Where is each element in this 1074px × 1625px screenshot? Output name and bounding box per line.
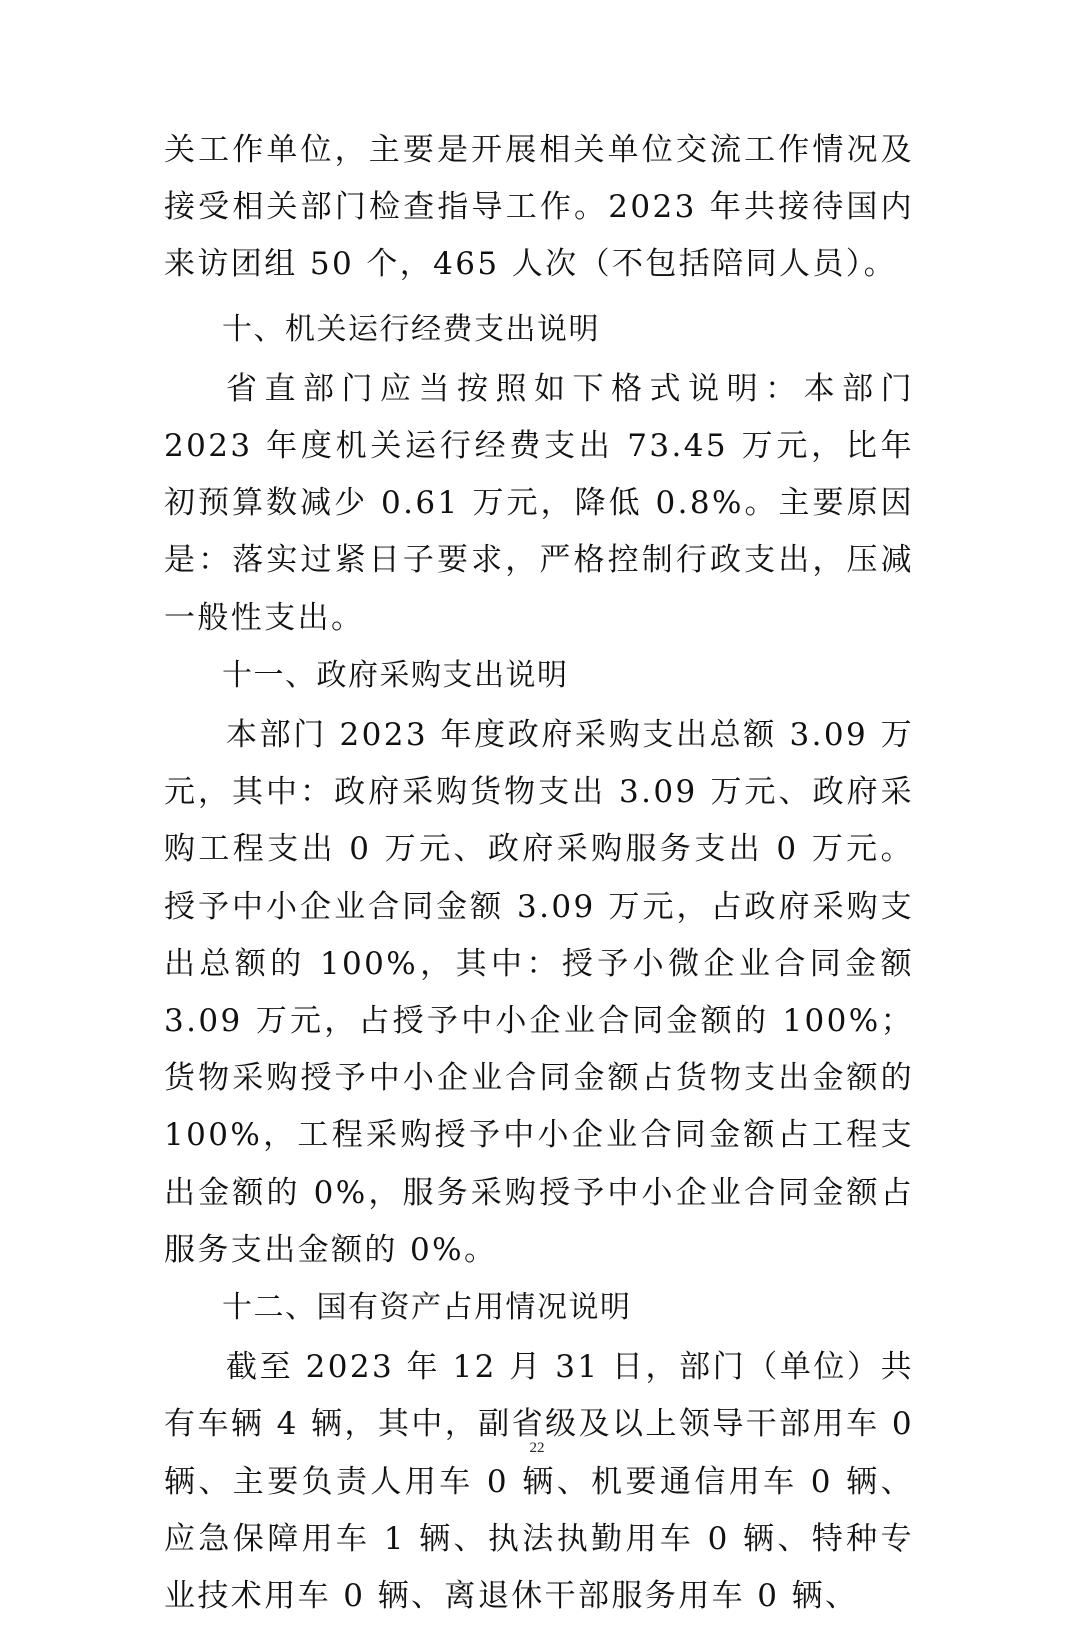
paragraph-state-assets: 截至 2023 年 12 月 31 日，部门（单位）共有车辆 4 辆，其中，副省级及以上领导干部用车 0 辆、主要负责人用车 0 辆、机要通信用车 0 辆、应急保障用车 1 辆、执法执勤用车 0 辆、特种专业技术用车 0 辆、离退休干部服务用车 0 辆、 (164, 1349, 914, 1615)
paragraph-government-procurement: 本部门 2023 年度政府采购支出总额 3.09 万元，其中：政府采购货物支出 3.09 万元、政府采购工程支出 0 万元、政府采购服务支出 0 万元。授予中小企业合同金额 3.09 万元，占政府采购支出总额的 100%，其中：授予小微企业合同金额 3.09 万元，占授予中小企业合同金额的 100%；货物采购授予中小企业合同金额占货物支出金额的 100%，工程采购授予中小企业合同金额占工程支出金额的 0%，服务采购授予中小企业合同金额占服务支出金额的 0%。 (164, 717, 914, 1268)
paragraph-reception-continued: 关工作单位，主要是开展相关单位交流工作情况及接受相关部门检查指导工作。2023 年共接待国内来访团组 50 个，465 人次（不包括陪同人员）。 (164, 132, 914, 283)
heading-operating-expenses: 十、机关运行经费支出说明 (222, 311, 600, 347)
heading-government-procurement: 十一、政府采购支出说明 (222, 657, 569, 693)
page-number: 22 (529, 1440, 545, 1456)
heading-state-assets: 十二、国有资产占用情况说明 (222, 1290, 632, 1326)
document-body (164, 122, 914, 1625)
paragraph-operating-expenses: 省直部门应当按照如下格式说明：本部门 2023 年度机关运行经费支出 73.45 万元，比年初预算数减少 0.61 万元，降低 0.8%。主要原因是：落实过紧日子要求，严格控制行政支出，压减一般性支出。 (164, 370, 914, 636)
